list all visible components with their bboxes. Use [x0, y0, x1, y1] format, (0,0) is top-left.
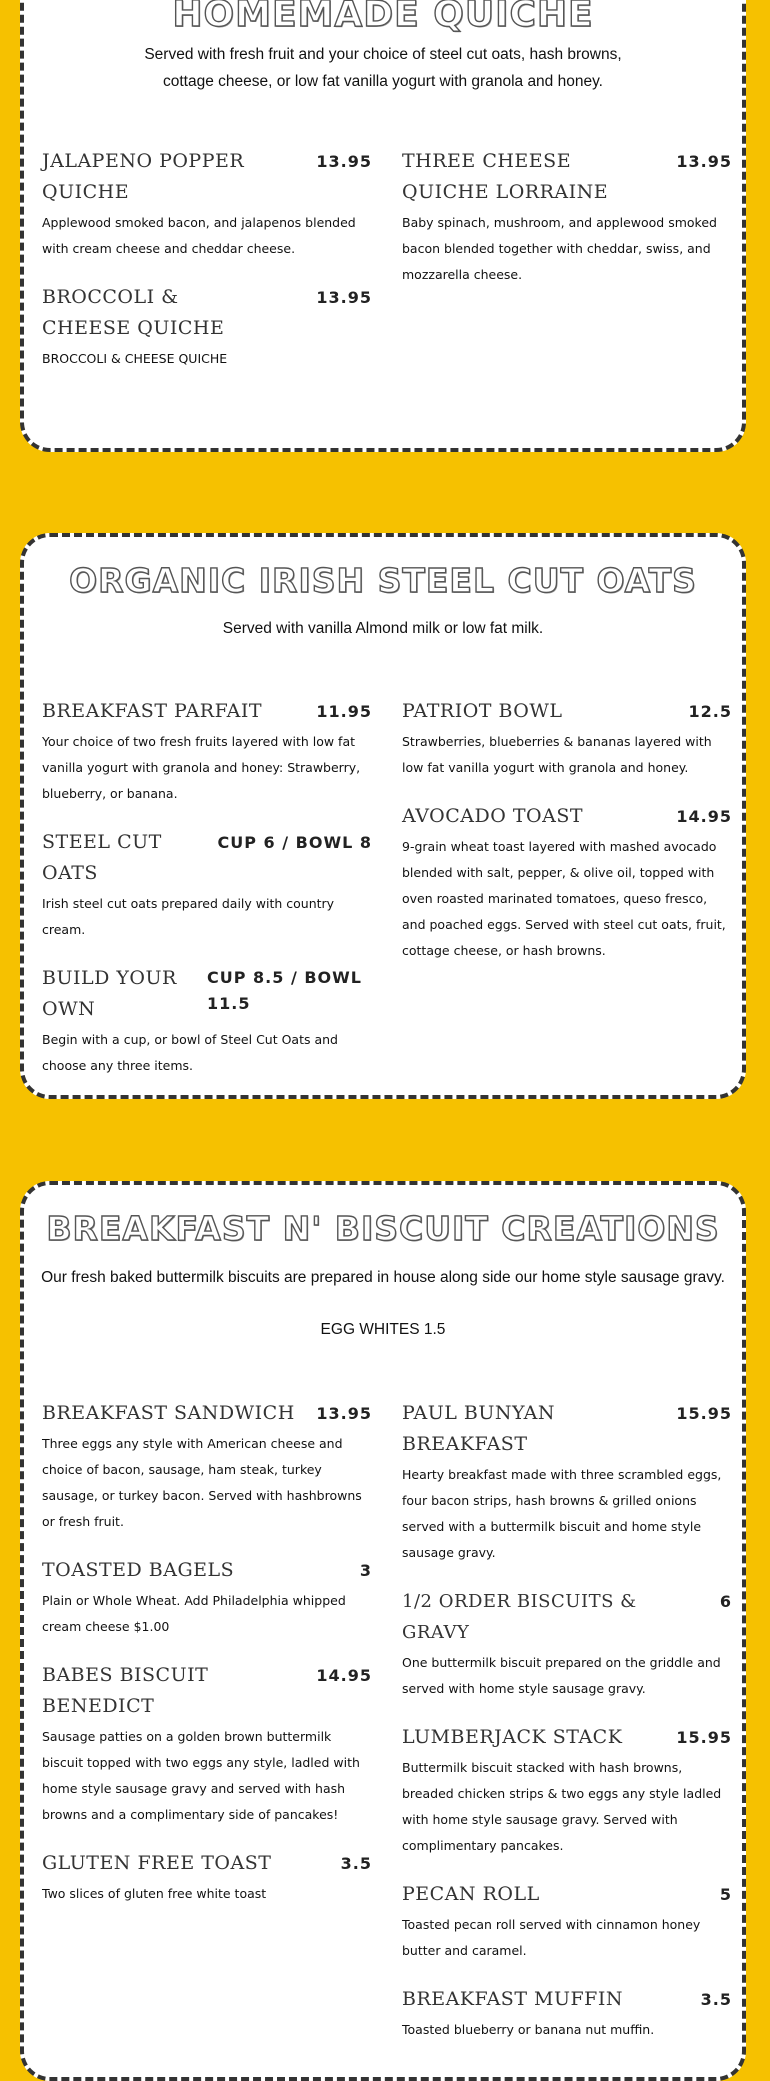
menu-column-left: [42, 696, 372, 1099]
item-description: Toasted pecan roll served with cinnamon honey butter and caramel.: [402, 1917, 701, 1958]
item-description: BROCCOLI & CHEESE QUICHE: [42, 351, 228, 366]
item-name: BREAKFAST SANDWICH: [42, 1402, 295, 1424]
item-price: CUP 8.5 / BOWL 11.5: [207, 968, 362, 1013]
section-subtitle: Our fresh baked buttermilk biscuits are prepared in house along side our home style sausage gravy.: [41, 1269, 725, 1286]
menu-item: [42, 827, 372, 943]
section-title: BREAKFAST N' BISCUIT CREATIONS: [46, 1209, 720, 1248]
menu-item: [42, 1398, 372, 1535]
item-name: AVOCADO TOAST: [402, 805, 584, 827]
item-description: Two slices of gluten free white toast: [42, 1886, 267, 1901]
item-name: PECAN ROLL: [402, 1883, 540, 1905]
item-name: LUMBERJACK STACK: [402, 1726, 623, 1748]
menu-item: [42, 1848, 372, 1907]
item-description: Your choice of two fresh fruits layered with low fat vanilla yogurt with granola and honey: Strawberry, blueberry, or banana.: [42, 734, 361, 801]
item-price: 15.95: [676, 1728, 732, 1747]
item-description: Baby spinach, mushroom, and applewood smoked bacon blended together with cheddar, swiss, and mozzarella cheese.: [402, 215, 717, 282]
item-name: BREAKFAST PARFAIT: [42, 700, 263, 722]
item-name: BROCCOLI & CHEESE QUICHE: [42, 286, 225, 339]
item-price: 3.5: [700, 1990, 732, 2009]
item-description: Strawberries, blueberries & bananas layered with low fat vanilla yogurt with granola and honey.: [402, 734, 712, 775]
item-name: TOASTED BAGELS: [42, 1559, 235, 1581]
menu-item: [42, 963, 372, 1079]
egg-whites-note: EGG WHITES 1.5: [320, 1321, 446, 1338]
item-price: 3: [359, 1561, 372, 1580]
item-description: Three eggs any style with American cheese and choice of bacon, sausage, ham steak, turkey sausage, or turkey bacon. Served with hashbrowns or fresh fruit.: [42, 1436, 362, 1529]
item-description: 9-grain wheat toast layered with mashed avocado blended with salt, pepper, & olive oil, topped with oven roasted marinated tomatoes, queso fresco, and poached eggs. Served with steel cut oats, fruit, cottage cheese, or hash browns.: [402, 839, 726, 958]
menu-item: [42, 146, 372, 262]
item-name: PATRIOT BOWL: [402, 700, 563, 722]
quiche-section: [20, 0, 746, 452]
item-name: GLUTEN FREE TOAST: [42, 1852, 272, 1874]
item-name: STEEL CUT OATS: [42, 831, 162, 884]
section-title: HOMEMADE QUICHE: [172, 0, 594, 35]
item-name: THREE CHEESE QUICHE LORRAINE: [402, 150, 609, 203]
menu-column-right: [402, 146, 732, 308]
biscuits-section: [20, 1181, 746, 2081]
item-description: Plain or Whole Wheat. Add Philadelphia whipped cream cheese $1.00: [42, 1593, 346, 1634]
item-name: 1/2 ORDER BISCUITS & GRAVY: [402, 1591, 637, 1643]
section-subtitle: Served with vanilla Almond milk or low fat milk.: [222, 620, 544, 637]
item-name: PAUL BUNYAN BREAKFAST: [402, 1402, 555, 1455]
item-description: Begin with a cup, or bowl of Steel Cut Oats and choose any three items.: [42, 1032, 338, 1073]
menu-column-right: [402, 696, 732, 984]
menu-item: [402, 696, 732, 781]
item-name: BREAKFAST MUFFIN: [402, 1988, 623, 2010]
item-description: Hearty breakfast made with three scrambled eggs, four bacon strips, hash browns & grilled onions served with a buttermilk biscuit and home style sausage gravy.: [402, 1467, 722, 1560]
item-price: 13.95: [316, 152, 372, 171]
section-subtitle: [24, 41, 742, 95]
menu-item: [402, 1984, 732, 2043]
item-price: CUP 6 / BOWL 8: [217, 833, 372, 852]
subtitle-line: cottage cheese, or low fat vanilla yogurt with granola and honey.: [162, 73, 603, 90]
subtitle-line: Served with fresh fruit and your choice of steel cut oats, hash browns,: [144, 46, 622, 63]
menu-item: [402, 146, 732, 288]
menu-item: [402, 801, 732, 964]
item-price: 6: [719, 1592, 732, 1611]
menu-item: [402, 1879, 732, 1964]
menu-item: [42, 282, 372, 372]
item-name: JALAPENO POPPER QUICHE: [42, 150, 245, 203]
menu-item: [42, 696, 372, 807]
item-description: Sausage patties on a golden brown buttermilk biscuit topped with two eggs any style, ladled with home style sausage gravy and served with hash browns and a complimentary side of pancakes!: [42, 1729, 360, 1822]
menu-item: [402, 1586, 732, 1702]
section-title: ORGANIC IRISH STEEL CUT OATS: [69, 561, 697, 600]
item-price: 12.5: [688, 702, 732, 721]
item-description: Irish steel cut oats prepared daily with country cream.: [42, 896, 335, 937]
item-description: Applewood smoked bacon, and jalapenos blended with cream cheese and cheddar cheese.: [42, 215, 356, 256]
item-description: Toasted blueberry or banana nut muffin.: [402, 2022, 655, 2037]
item-price: 11.95: [316, 702, 372, 721]
item-price: 13.95: [316, 288, 372, 307]
menu-column-left: [42, 146, 372, 392]
item-price: 13.95: [316, 1404, 372, 1423]
menu-item: [42, 1660, 372, 1828]
item-name: BABES BISCUIT BENEDICT: [42, 1664, 209, 1717]
item-name: BUILD YOUR OWN: [42, 967, 177, 1020]
item-price: 15.95: [676, 1404, 732, 1423]
item-price: 13.95: [676, 152, 732, 171]
item-price: 3.5: [340, 1854, 372, 1873]
oats-section: [20, 533, 746, 1099]
item-price: 14.95: [676, 807, 732, 826]
item-price: 14.95: [316, 1666, 372, 1685]
menu-item: [402, 1398, 732, 1566]
menu-column-left: [42, 1398, 372, 1927]
item-description: Buttermilk biscuit stacked with hash browns, breaded chicken strips & two eggs any style ladled with home style sausage gravy. Served with complimentary pancakes.: [402, 1760, 722, 1853]
menu-column-right: [402, 1398, 732, 2063]
item-description: One buttermilk biscuit prepared on the griddle and served with home style sausage gravy.: [402, 1655, 721, 1696]
menu-item: [402, 1722, 732, 1859]
item-price: 5: [719, 1885, 732, 1904]
menu-item: [42, 1555, 372, 1640]
